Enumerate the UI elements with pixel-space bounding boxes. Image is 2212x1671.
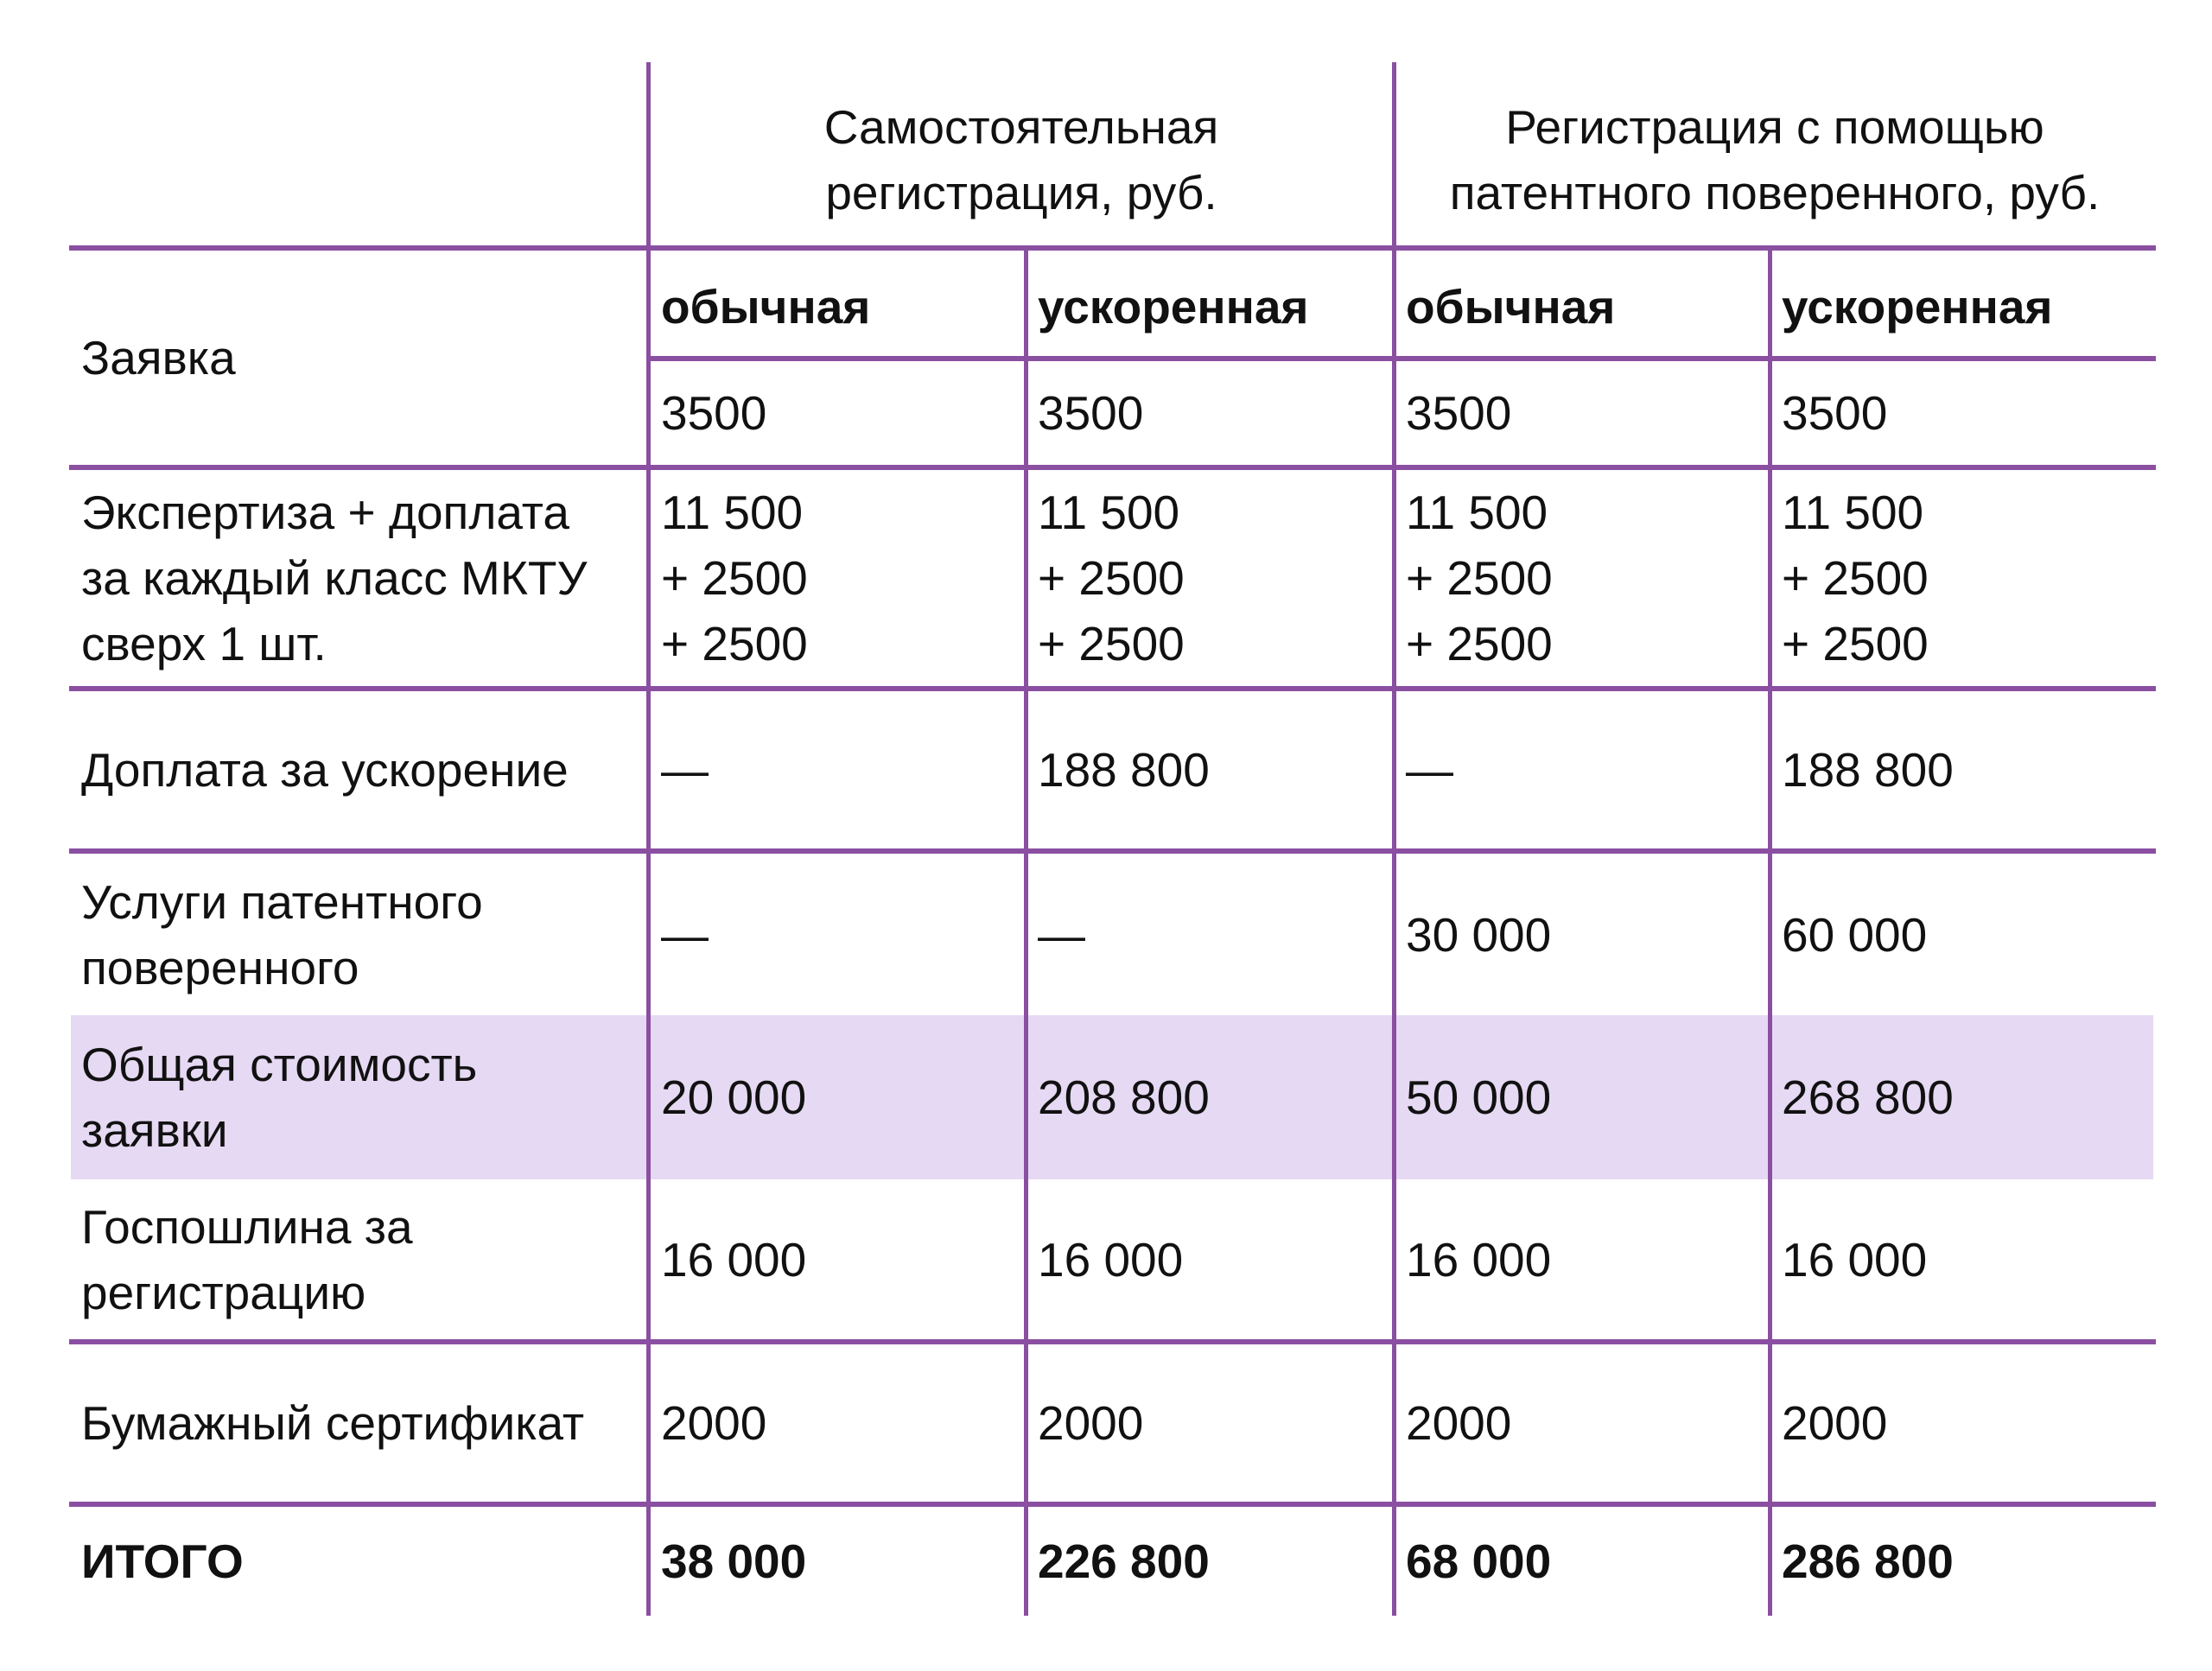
cell-application-1: 3500 xyxy=(661,386,767,440)
row-label-application-total: Общая стоимость заявки xyxy=(81,1038,478,1157)
row-label-attorney-services: Услуги патентного поверенного xyxy=(81,874,483,994)
cell-application-3: 3500 xyxy=(1406,386,1512,440)
cell-total-4: 286 800 xyxy=(1782,1534,1954,1588)
cell-total-2: 226 800 xyxy=(1038,1534,1210,1588)
row-label-examination: Экспертиза + доплата за каждый класс МКТУ сверх 1 шт. xyxy=(81,486,588,670)
cell-application-total-2: 208 800 xyxy=(1038,1071,1210,1124)
row-label-application: Заявка xyxy=(81,331,236,384)
cell-registration-fee-1: 16 000 xyxy=(661,1232,807,1287)
row-label-acceleration: Доплата за ускорение xyxy=(81,743,569,797)
header-self-registration: Самостоятельная регистрация, руб. xyxy=(823,100,1219,219)
column-line-3 xyxy=(1392,62,1396,1616)
cell-acceleration-3: — xyxy=(1406,743,1453,797)
subheader-fast-self: ускоренная xyxy=(1038,280,1309,334)
cell-registration-fee-4: 16 000 xyxy=(1782,1232,1928,1287)
column-line-4 xyxy=(1768,248,1772,1616)
cell-paper-certificate-1: 2000 xyxy=(661,1396,767,1450)
cell-paper-certificate-3: 2000 xyxy=(1406,1396,1512,1450)
cell-acceleration-4: 188 800 xyxy=(1782,743,1954,797)
row-label-registration-fee: Госпошлина за регистрацию xyxy=(81,1199,413,1319)
cell-examination-1: 11 500 + 2500 + 2500 xyxy=(661,486,808,670)
cell-registration-fee-2: 16 000 xyxy=(1038,1232,1184,1287)
cell-examination-3: 11 500 + 2500 + 2500 xyxy=(1406,486,1553,670)
column-line-2 xyxy=(1024,248,1028,1616)
row-label-total: ИТОГО xyxy=(81,1534,244,1588)
cell-acceleration-2: 188 800 xyxy=(1038,743,1210,797)
subheader-regular-self: обычная xyxy=(661,280,871,334)
cell-registration-fee-3: 16 000 xyxy=(1406,1232,1552,1287)
cell-attorney-services-3: 30 000 xyxy=(1406,907,1552,962)
cell-attorney-services-1: — xyxy=(661,907,709,962)
header-attorney-registration: Регистрация с помощью патентного поверенного, руб. xyxy=(1449,100,2101,219)
cell-paper-certificate-4: 2000 xyxy=(1782,1396,1888,1450)
cell-application-2: 3500 xyxy=(1038,386,1144,440)
subheader-regular-attorney: обычная xyxy=(1406,280,1616,334)
cell-total-3: 68 000 xyxy=(1406,1534,1552,1588)
cell-attorney-services-2: — xyxy=(1038,907,1085,962)
column-line-1 xyxy=(646,62,651,1616)
cell-attorney-services-4: 60 000 xyxy=(1782,907,1928,962)
subheader-fast-attorney: ускоренная xyxy=(1782,280,2053,334)
cell-application-4: 3500 xyxy=(1782,386,1888,440)
cell-examination-4: 11 500 + 2500 + 2500 xyxy=(1782,486,1929,670)
cell-examination-2: 11 500 + 2500 + 2500 xyxy=(1038,486,1185,670)
cell-paper-certificate-2: 2000 xyxy=(1038,1396,1144,1450)
cell-application-total-1: 20 000 xyxy=(661,1071,807,1124)
cell-application-total-4: 268 800 xyxy=(1782,1071,1954,1124)
row-label-paper-certificate: Бумажный сертификат xyxy=(81,1396,585,1450)
cell-acceleration-1: — xyxy=(661,743,709,797)
cell-application-total-3: 50 000 xyxy=(1406,1071,1552,1124)
cell-total-1: 38 000 xyxy=(661,1534,807,1588)
